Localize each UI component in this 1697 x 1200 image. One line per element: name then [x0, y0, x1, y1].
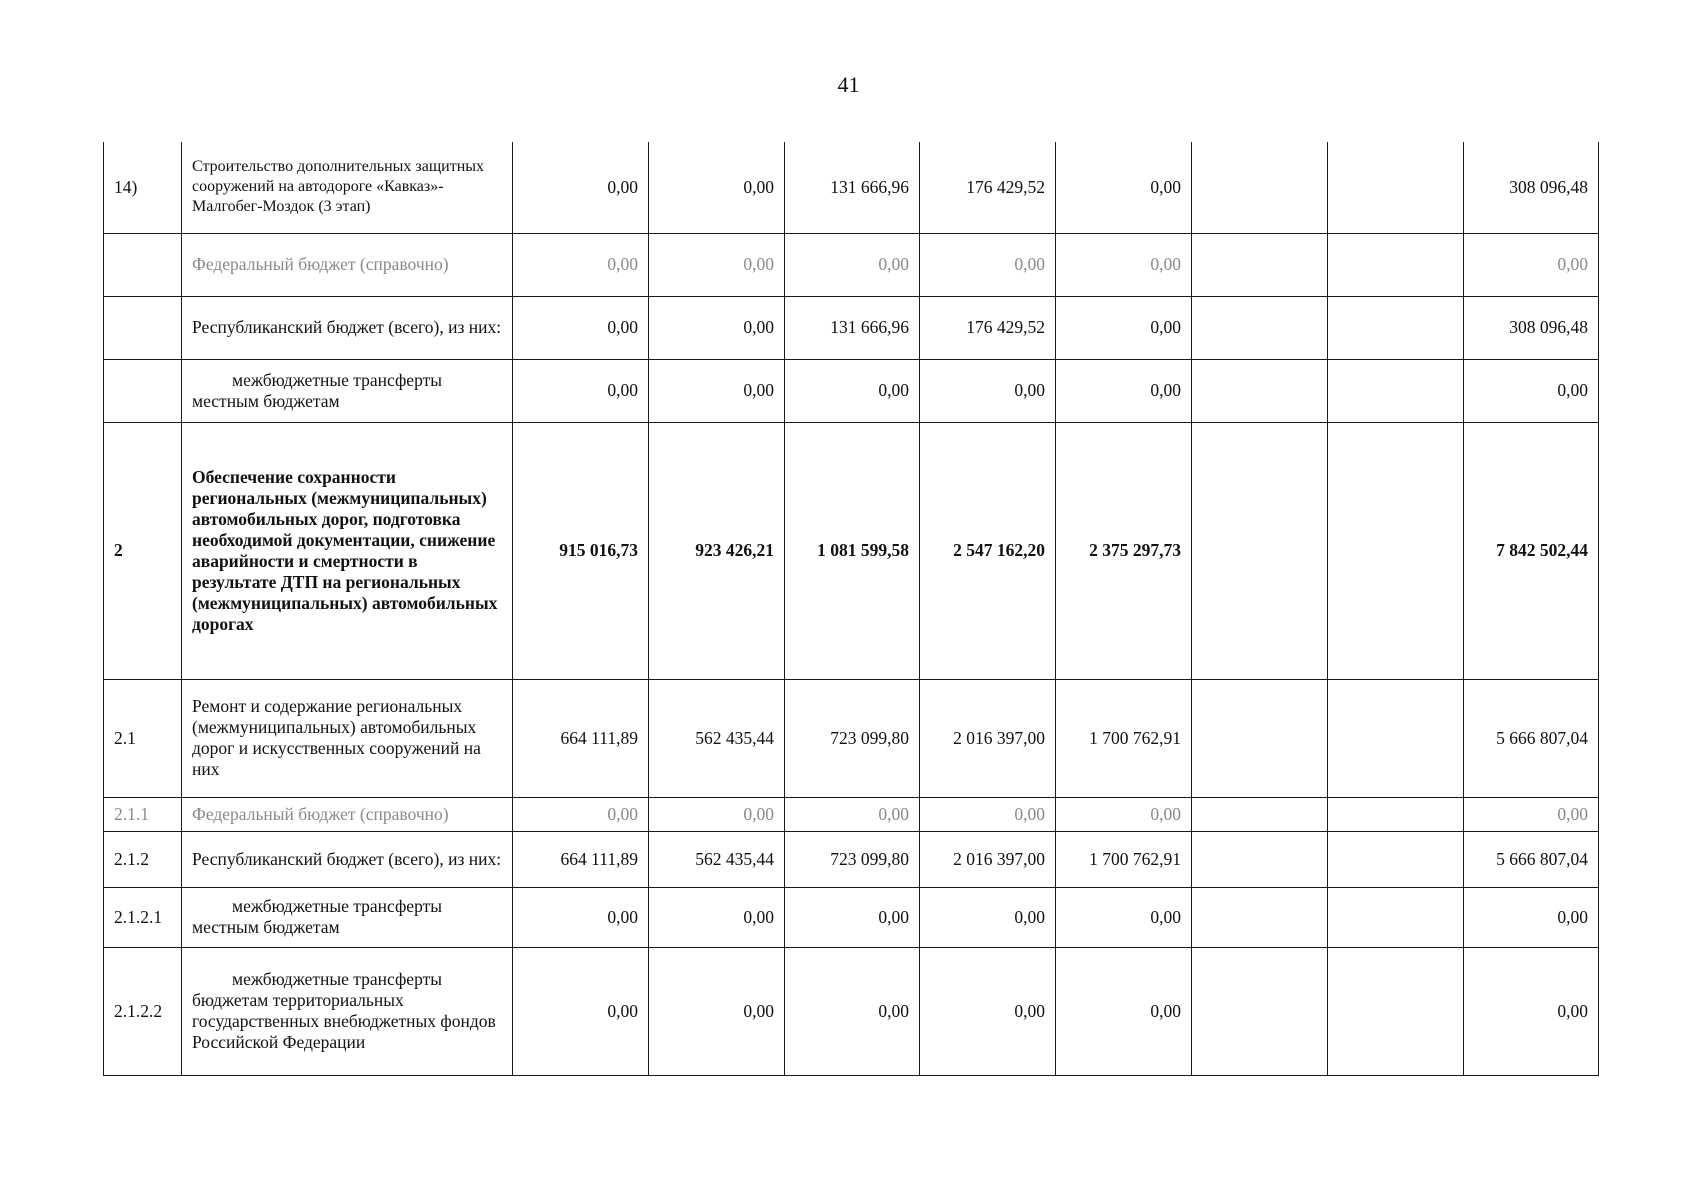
row-name: Обеспечение сохранности региональных (межмуниципальных) автомобильных дорог, подготовка необходимой документации, снижение аварийности и смертности в результате ДТП на региональных (межмуниципальных) автомобильных дорогах [182, 422, 513, 679]
value-cell: 131 666,96 [785, 296, 920, 359]
table-row [104, 422, 1599, 679]
value-cell [1192, 422, 1328, 679]
value-cell: 0,00 [513, 359, 649, 422]
value-cell: 0,00 [785, 947, 920, 1075]
value-cell: 0,00 [513, 296, 649, 359]
row-id: 2.1.2 [104, 831, 182, 887]
value-cell: 0,00 [513, 947, 649, 1075]
total-cell: 7 842 502,44 [1464, 422, 1599, 679]
row-name: межбюджетные трансферты местным бюджетам [182, 359, 513, 422]
page-number: 41 [837, 72, 860, 97]
value-cell: 0,00 [513, 142, 649, 233]
value-cell: 0,00 [785, 797, 920, 831]
value-cell [1328, 233, 1464, 296]
row-name: межбюджетные трансферты местным бюджетам [182, 887, 513, 947]
total-cell: 0,00 [1464, 233, 1599, 296]
value-cell: 1 081 599,58 [785, 422, 920, 679]
value-cell: 0,00 [920, 359, 1056, 422]
value-cell: 0,00 [920, 887, 1056, 947]
value-cell: 176 429,52 [920, 296, 1056, 359]
value-cell: 0,00 [649, 947, 785, 1075]
table-row [104, 887, 1599, 947]
row-id: 2.1 [104, 679, 182, 797]
value-cell: 0,00 [1056, 887, 1192, 947]
row-id: 14) [104, 142, 182, 233]
value-cell: 664 111,89 [513, 831, 649, 887]
value-cell: 0,00 [649, 359, 785, 422]
value-cell: 723 099,80 [785, 831, 920, 887]
value-cell: 0,00 [513, 797, 649, 831]
value-cell: 562 435,44 [649, 831, 785, 887]
value-cell: 0,00 [1056, 947, 1192, 1075]
value-cell: 0,00 [649, 296, 785, 359]
value-cell: 723 099,80 [785, 679, 920, 797]
value-cell [1192, 797, 1328, 831]
value-cell [1192, 887, 1328, 947]
value-cell [1192, 679, 1328, 797]
row-id [104, 359, 182, 422]
total-cell: 0,00 [1464, 797, 1599, 831]
value-cell: 664 111,89 [513, 679, 649, 797]
value-cell: 0,00 [513, 233, 649, 296]
table-row [104, 296, 1599, 359]
value-cell: 2 547 162,20 [920, 422, 1056, 679]
table-row [104, 233, 1599, 296]
value-cell [1192, 831, 1328, 887]
row-name: Строительство дополнительных защитных сооружений на автодороге «Кавказ»-Малгобег-Моздок (3 этап) [182, 142, 513, 233]
total-cell: 308 096,48 [1464, 296, 1599, 359]
value-cell: 2 375 297,73 [1056, 422, 1192, 679]
value-cell: 923 426,21 [649, 422, 785, 679]
row-name: Федеральный бюджет (справочно) [182, 797, 513, 831]
value-cell: 0,00 [513, 887, 649, 947]
row-id: 2.1.1 [104, 797, 182, 831]
value-cell: 0,00 [1056, 142, 1192, 233]
value-cell [1328, 359, 1464, 422]
value-cell: 0,00 [785, 359, 920, 422]
row-name: межбюджетные трансферты бюджетам территориальных государственных внебюджетных фондов Российской Федерации [182, 947, 513, 1075]
value-cell: 1 700 762,91 [1056, 831, 1192, 887]
table-row [104, 947, 1599, 1075]
row-id: 2.1.2.2 [104, 947, 182, 1075]
budget-table [103, 142, 1599, 1076]
table-row [104, 142, 1599, 233]
value-cell: 0,00 [1056, 359, 1192, 422]
total-cell: 0,00 [1464, 947, 1599, 1075]
total-cell: 5 666 807,04 [1464, 679, 1599, 797]
value-cell: 0,00 [1056, 797, 1192, 831]
row-name: Федеральный бюджет (справочно) [182, 233, 513, 296]
value-cell: 915 016,73 [513, 422, 649, 679]
total-cell: 0,00 [1464, 359, 1599, 422]
value-cell: 0,00 [649, 797, 785, 831]
value-cell: 131 666,96 [785, 142, 920, 233]
value-cell: 0,00 [649, 887, 785, 947]
value-cell [1328, 296, 1464, 359]
value-cell [1328, 887, 1464, 947]
value-cell: 0,00 [785, 233, 920, 296]
table-row [104, 797, 1599, 831]
value-cell: 2 016 397,00 [920, 831, 1056, 887]
table-row [104, 831, 1599, 887]
value-cell: 0,00 [920, 947, 1056, 1075]
value-cell [1192, 947, 1328, 1075]
row-name: Ремонт и содержание региональных (межмуниципальных) автомобильных дорог и искусственных сооружений на них [182, 679, 513, 797]
value-cell: 0,00 [1056, 233, 1192, 296]
total-cell: 0,00 [1464, 887, 1599, 947]
value-cell: 0,00 [920, 233, 1056, 296]
value-cell [1192, 359, 1328, 422]
value-cell [1328, 947, 1464, 1075]
value-cell: 176 429,52 [920, 142, 1056, 233]
row-id: 2 [104, 422, 182, 679]
value-cell [1192, 233, 1328, 296]
value-cell [1328, 422, 1464, 679]
value-cell: 1 700 762,91 [1056, 679, 1192, 797]
row-id: 2.1.2.1 [104, 887, 182, 947]
row-id [104, 296, 182, 359]
row-id [104, 233, 182, 296]
value-cell [1328, 142, 1464, 233]
value-cell: 0,00 [649, 142, 785, 233]
value-cell [1328, 831, 1464, 887]
total-cell: 5 666 807,04 [1464, 831, 1599, 887]
value-cell: 2 016 397,00 [920, 679, 1056, 797]
row-name: Республиканский бюджет (всего), из них: [182, 831, 513, 887]
value-cell [1192, 142, 1328, 233]
table-row [104, 359, 1599, 422]
value-cell: 0,00 [649, 233, 785, 296]
value-cell: 0,00 [920, 797, 1056, 831]
total-cell: 308 096,48 [1464, 142, 1599, 233]
value-cell: 562 435,44 [649, 679, 785, 797]
row-name: Республиканский бюджет (всего), из них: [182, 296, 513, 359]
value-cell [1328, 679, 1464, 797]
value-cell: 0,00 [1056, 296, 1192, 359]
table-row [104, 679, 1599, 797]
value-cell [1192, 296, 1328, 359]
value-cell: 0,00 [785, 887, 920, 947]
value-cell [1328, 797, 1464, 831]
